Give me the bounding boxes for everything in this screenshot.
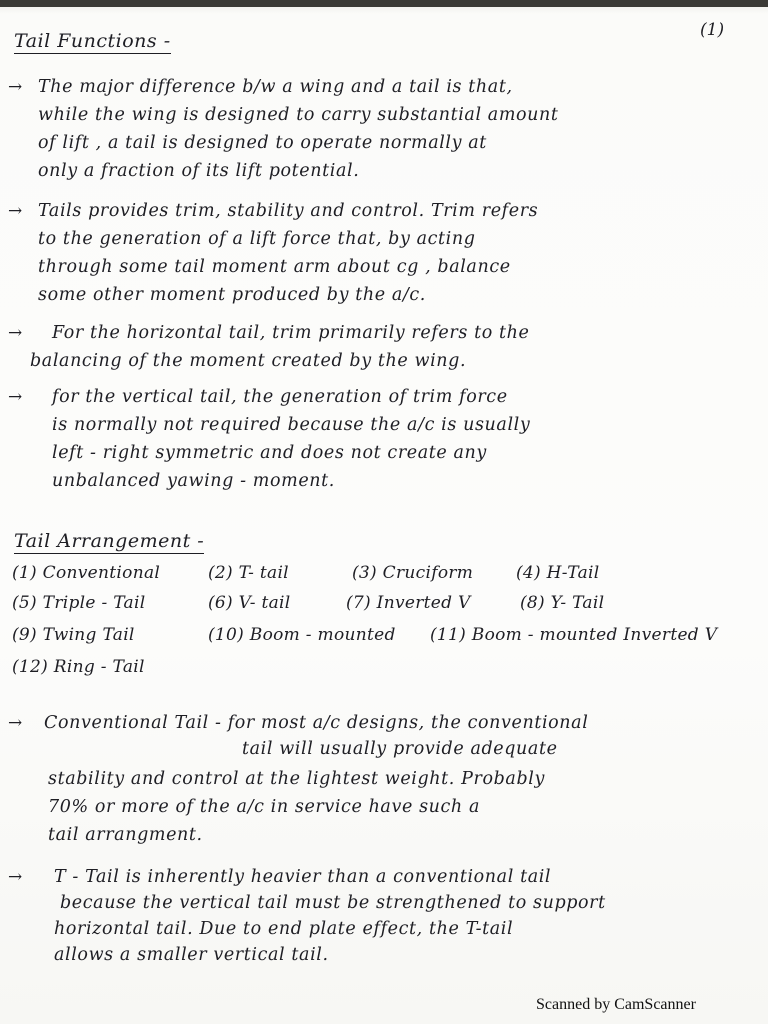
list-item: (9) Twing Tail	[12, 625, 135, 645]
page-top-edge	[0, 0, 768, 7]
arrow-bullet-icon: →	[8, 867, 23, 887]
text-line: horizontal tail. Due to end plate effect, the T-tail	[54, 919, 514, 939]
text-line: left - right symmetric and does not create any	[52, 443, 487, 463]
arrow-bullet-icon: →	[8, 713, 23, 733]
text-line: while the wing is designed to carry substantial amount	[38, 105, 559, 125]
list-item: (1) Conventional	[12, 563, 161, 583]
tail-arrangement-list	[12, 562, 757, 682]
text-line: tail will usually provide adequate	[242, 739, 558, 759]
text-line: allows a smaller vertical tail.	[54, 945, 329, 965]
list-item: (11) Boom - mounted Inverted V	[430, 625, 718, 645]
text-line: because the vertical tail must be strengthened to support	[60, 893, 606, 913]
text-line: of lift , a tail is designed to operate normally at	[38, 133, 487, 153]
section-heading-tail-functions: Tail Functions -	[14, 30, 171, 52]
arrow-bullet-icon: →	[8, 387, 23, 407]
list-item: (3) Cruciform	[352, 563, 474, 583]
text-line: unbalanced yawing - moment.	[52, 471, 335, 491]
list-item: (12) Ring - Tail	[12, 657, 145, 677]
paragraph-wing-vs-tail	[8, 76, 753, 186]
text-line: Conventional Tail - for most a/c designs, the conventional	[44, 713, 589, 733]
list-item: (6) V- tail	[208, 593, 291, 613]
text-line: tail arrangment.	[48, 825, 203, 845]
scanner-watermark: Scanned by CamScanner	[536, 996, 696, 1013]
text-line: The major difference b/w a wing and a tail is that,	[38, 77, 513, 97]
text-line: for the vertical tail, the generation of trim force	[52, 387, 508, 407]
text-line: to the generation of a lift force that, by acting	[38, 229, 476, 249]
text-line: Tails provides trim, stability and control. Trim refers	[38, 201, 539, 221]
text-line: 70% or more of the a/c in service have such a	[48, 797, 480, 817]
page-number: (1)	[700, 20, 725, 40]
text-line: For the horizontal tail, trim primarily refers to the	[52, 323, 530, 343]
list-item: (4) H-Tail	[516, 563, 600, 583]
list-item: (8) Y- Tail	[520, 593, 605, 613]
text-line: some other moment produced by the a/c.	[38, 285, 426, 305]
paragraph-trim-stability-control	[8, 200, 753, 310]
list-item: (7) Inverted V	[346, 593, 471, 613]
paragraph-conventional-tail	[8, 712, 753, 848]
text-line: through some tail moment arm about cg , balance	[38, 257, 511, 277]
paragraph-t-tail	[8, 866, 753, 976]
list-item: (5) Triple - Tail	[12, 593, 146, 613]
text-line: T - Tail is inherently heavier than a conventional tail	[54, 867, 552, 887]
arrow-bullet-icon: →	[8, 201, 23, 221]
arrow-bullet-icon: →	[8, 77, 23, 97]
section-heading-tail-arrangement: Tail Arrangement -	[14, 530, 205, 552]
text-line: is normally not required because the a/c is usually	[52, 415, 531, 435]
list-item: (10) Boom - mounted	[208, 625, 396, 645]
paragraph-horizontal-tail	[8, 322, 753, 376]
text-line: stability and control at the lightest weight. Probably	[48, 769, 545, 789]
list-item: (2) T- tail	[208, 563, 289, 583]
arrow-bullet-icon: →	[8, 323, 23, 343]
text-line: balancing of the moment created by the wing.	[30, 351, 467, 371]
paragraph-vertical-tail	[8, 386, 753, 498]
text-line: only a fraction of its lift potential.	[38, 161, 360, 181]
